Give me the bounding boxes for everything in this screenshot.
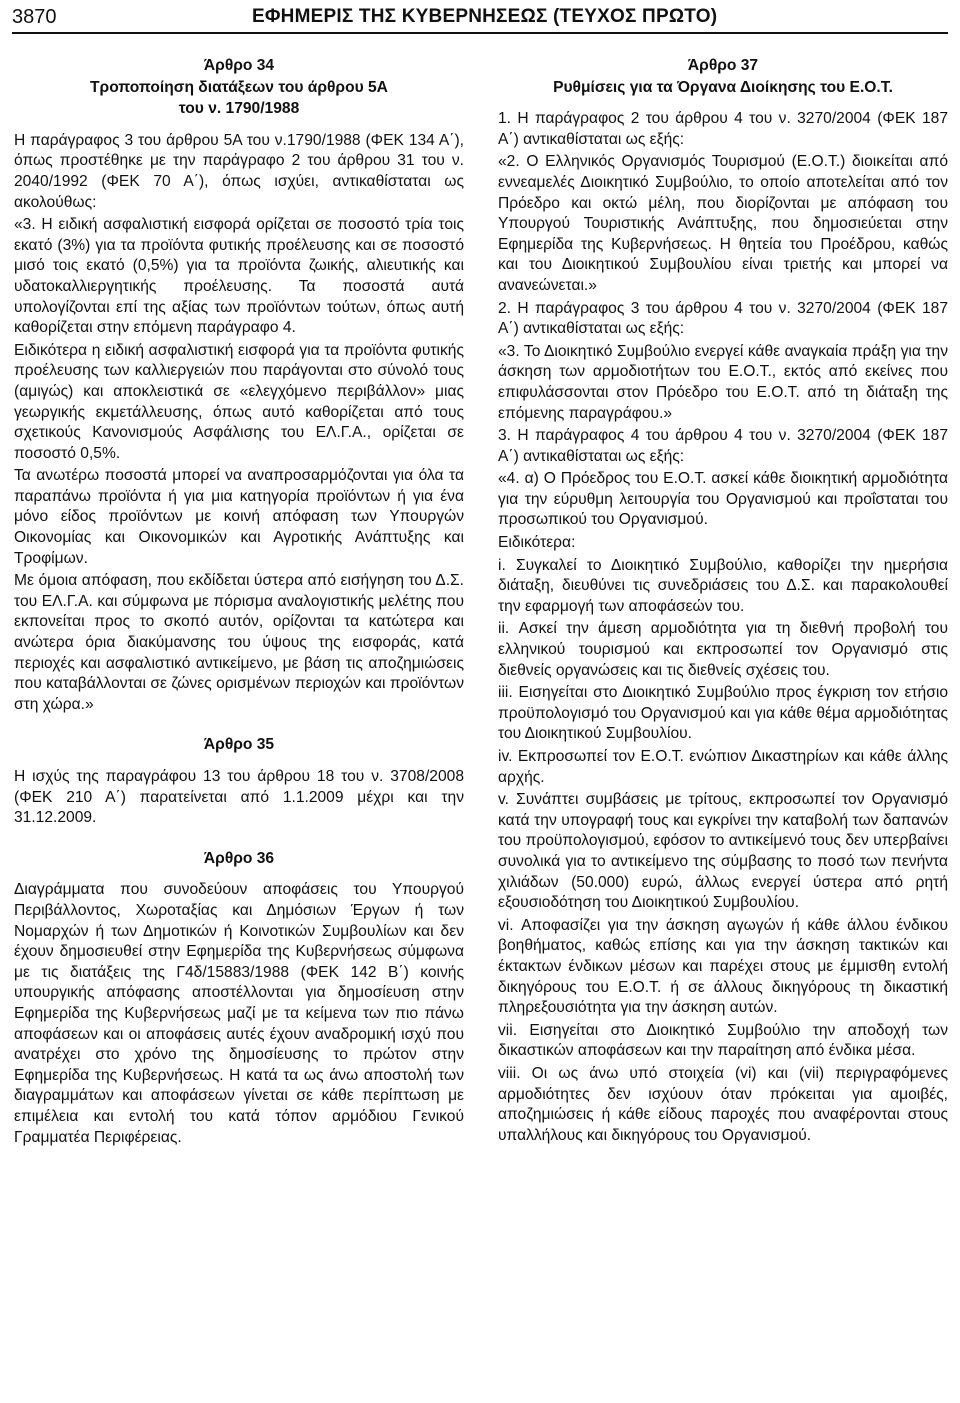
article-37-subtitle: Ρυθμίσεις για τα Όργανα Διοίκησης του Ε.Ο.Τ. bbox=[553, 78, 893, 96]
list-item: v. Συνάπτει συμβάσεις με τρίτους, εκπροσωπεί τον Οργανισμό κατά την υπογραφή τους και εγκρίνει την καταβολή των δαπανών του προϋπολογισμού, εφόσον το αντικείμενό τους δεν υπερβαίνει συνολικά για το αντικείμενο της σύμβασης το ποσό των πενήντα χιλιάδων (50.000) ευρώ, άλλως ενεργεί ύστερα από ρητή εξουσιοδότηση του Διοικητικού Συμβουλίου. bbox=[498, 791, 948, 912]
article-35-heading: Άρθρο 35 bbox=[203, 736, 275, 754]
gazette-title: ΕΦΗΜΕΡΙΣ ΤΗΣ ΚΥΒΕΡΝΗΣΕΩΣ (ΤΕΥΧΟΣ ΠΡΩΤΟ) bbox=[252, 6, 718, 27]
page-number: 3870 bbox=[12, 6, 57, 28]
paragraph: «3. Η ειδική ασφαλιστική εισφορά ορίζεται σε ποσοστό τρία τοις εκατό (3%) για τα προϊόντα φυτικής προέλευσης και σε ποσοστό μισό τοις εκατό (0,5%) για τα προϊόντα ζωικής, αλιευτικής και υδατοκαλλιεργητικής προέλευσης. Τα ποσοστά αυτά υπολογίζονται επί της αξίας των προϊόντων τούτων, όπως αυτή καθορίζεται στην επόμενη παράγραφο 4. bbox=[14, 216, 464, 337]
paragraph: 2. Η παράγραφος 3 του άρθρου 4 του ν. 3270/2004 (ΦΕΚ 187 Α΄) αντικαθίσταται ως εξής: bbox=[498, 299, 948, 338]
list-item: viii. Οι ως άνω υπό στοιχεία (vi) και (vii) περιγραφόμενες αρμοδιότητες δεν ισχύουν όταν πρόκειται για αμοιβές, αποζημιώσεις ή κάθε είδους παροχές που αναφέρονται στους υπαλλήλους και δικηγόρους του Οργανισμού. bbox=[498, 1064, 948, 1144]
list-item: i. Συγκαλεί το Διοικητικό Συμβούλιο, καθορίζει την ημερήσια διάταξη, διευθύνει τις συνεδριάσεις του Δ.Σ. και παρακολουθεί την εφαρμογή των αποφάσεών του. bbox=[498, 556, 948, 615]
paragraph: «4. α) Ο Πρόεδρος του Ε.Ο.Τ. ασκεί κάθε διοικητική αρμοδιότητα για την εύρυθμη λειτουργία του Οργανισμού και προΐσταται του προσωπικού του Οργανισμού. bbox=[498, 470, 948, 529]
article-34-subtitle: Τροποποίηση διατάξεων του άρθρου 5Α bbox=[90, 78, 388, 96]
left-column bbox=[14, 56, 464, 1150]
paragraph: Τα ανωτέρω ποσοστά μπορεί να αναπροσαρμόζονται για όλα τα παραπάνω προϊόντα ή για μια κατηγορία προϊόντων ή για ένα μόνο είδος προϊόντων με κοινή απόφαση των Υπουργών Οικονομίας και Οικονομικών και Αγροτικής Ανάπτυξης και Τροφίμων. bbox=[14, 467, 464, 567]
paragraph: Ειδικότερα: bbox=[498, 534, 576, 552]
article-36-heading: Άρθρο 36 bbox=[203, 849, 275, 867]
article-34-subtitle-law: του ν. 1790/1988 bbox=[178, 100, 300, 118]
paragraph: 3. Η παράγραφος 4 του άρθρου 4 του ν. 3270/2004 (ΦΕΚ 187 Α΄) αντικαθίσταται ως εξής: bbox=[498, 427, 948, 465]
paragraph: Ειδικότερα η ειδική ασφαλιστική εισφορά για τα προϊόντα φυτικής προέλευσης των καλλιεργειών που παράγονται στο σύνολό τους (αμιγώς) και αποκλειστικά σε «ελεγχόμενο περιβάλλον» μιας γεωργικής εκμετάλλευσης, όπως αυτό καθορίζεται από τους σχετικούς Κανονισμούς Ασφάλισης του ΕΛ.Γ.Α., ορίζεται σε ποσοστό 0,5%. bbox=[14, 341, 464, 462]
paragraph: Διαγράμματα που συνοδεύουν αποφάσεις του Υπουργού Περιβάλλοντος, Χωροταξίας και Δημόσιων Έργων ή των Νομαρχών ή των Δημοτικών ή Κοινοτικών Συμβουλίων και δεν έχουν δημοσιευθεί στην Εφημερίδα της Κυβερνήσεως σύμφωνα με τις διατάξεις της Γ4δ/15883/1988 (ΦΕΚ 142 Β΄) κοινής υπουργικής απόφασης αποστέλλονται για δημοσίευση στην Εφημερίδα της Κυβερνήσεως μαζί με τα κείμενα των πιο πάνω αποφάσεων και οι αποφάσεις αυτές έχουν αναδρομική ισχύ που ανατρέχει στο χρόνο της δημοσίευσης το πρώτον στην Εφημερίδα της Κυβερνήσεως. Η κατά τα ως άνω αποστολή των διαγραμμάτων και αποφάσεων γίνεται σε κάθε περίπτωση με επιμέλεια και εντολή του κατά τόπον αρμόδιου Γενικού Γραμματέα Περιφέρειας. bbox=[14, 881, 464, 1146]
article-34-heading: Άρθρο 34 bbox=[203, 57, 275, 74]
list-item: vi. Αποφασίζει για την άσκηση αγωγών ή κάθε άλλου ένδικου βοηθήματος, καθώς επίσης και για την άσκηση τακτικών και έκτακτων ένδικων μέσων και παρέχει στους με έμμισθη εντολή δικηγόρους του Ε.Ο.Τ. ή σε άλλους δικηγόρους τη δικαστική πληρεξουσιότητα για την άσκηση αυτών. bbox=[498, 916, 948, 1017]
paragraph: Με όμοια απόφαση, που εκδίδεται ύστερα από εισήγηση του Δ.Σ. του ΕΛ.Γ.Α. και σύμφωνα με πόρισμα αναλογιστικής μελέτης που εκπονείται προς το σκοπό αυτόν, ορίζονται τα κατώτερα και ανώτερα όρια διακύμανσης του ύψους της εισφοράς, κατά περιοχές και ασφαλιστικό αντικείμενο, με βάση τις αποζημιώσεις που καταβάλλονται σε ζώνες ορισμένων περιοχών και προϊόντων στη χώρα.» bbox=[14, 572, 464, 713]
paragraph: 1. Η παράγραφος 2 του άρθρου 4 του ν. 3270/2004 (ΦΕΚ 187 Α΄) αντικαθίσταται ως εξής: bbox=[498, 110, 948, 148]
list-item: ii. Ασκεί την άμεση αρμοδιότητα για τη διεθνή προβολή του ελληνικού τουρισμού και εκπροσωπεί τον Οργανισμό στις διεθνείς οργανώσεις και τις διεθνείς σχέσεις του. bbox=[498, 620, 948, 679]
paragraph: Η ισχύς της παραγράφου 13 του άρθρου 18 του ν. 3708/2008 (ΦΕΚ 210 Α΄) παρατείνεται από 1.1.2009 μέχρι και την 31.12.2009. bbox=[14, 768, 464, 827]
page-header bbox=[12, 6, 948, 34]
right-column bbox=[498, 56, 948, 1148]
list-item: vii. Εισηγείται στο Διοικητικό Συμβούλιο την αποδοχή των δικαστικών αποφάσεων και την παραίτηση από ένδικα μέσα. bbox=[498, 1021, 948, 1060]
paragraph: «2. Ο Ελληνικός Οργανισμός Τουρισμού (Ε.Ο.Τ.) διοικείται από εννεαμελές Διοικητικό Συμβούλιο, το οποίο αποτελείται από τον Πρόεδρο και οκτώ μέλη, που διορίζονται με απόφαση του Υπουργού Τουριστικής Ανάπτυξης, που δημοσιεύεται στην Εφημερίδα της Κυβερνήσεως. Η θητεία του Προέδρου, καθώς και του Διοικητικού Συμβουλίου είναι τριετής και μπορεί να ανανεώνεται.» bbox=[498, 153, 948, 294]
list-item: iii. Εισηγείται στο Διοικητικό Συμβούλιο προς έγκριση τον ετήσιο προϋπολογισμό του Οργανισμού και για κάθε θέμα αρμοδιότητας του Διοικητικού Συμβουλίου. bbox=[498, 684, 948, 743]
paragraph: Η παράγραφος 3 του άρθρου 5Α του ν.1790/1988 (ΦΕΚ 134 Α΄), όπως προστέθηκε με την παράγραφο 2 του άρθρου 31 του ν. 2040/1992 (ΦΕΚ 70 Α΄), όπως ισχύει, αντικαθίσταται ως ακολούθως: bbox=[14, 131, 464, 211]
list-item: iv. Εκπροσωπεί τον Ε.Ο.Τ. ενώπιον Δικαστηρίων και κάθε άλλης αρχής. bbox=[498, 748, 948, 786]
article-37-heading: Άρθρο 37 bbox=[687, 57, 759, 74]
paragraph: «3. Το Διοικητικό Συμβούλιο ενεργεί κάθε αναγκαία πράξη για την άσκηση των αρμοδιοτήτων του Ε.Ο.Τ., εκτός από εκείνες που επιφυλάσσονται στον Πρόεδρο του Ε.Ο.Τ. από τη διάταξη της επόμενης παραγράφου.» bbox=[498, 342, 948, 422]
